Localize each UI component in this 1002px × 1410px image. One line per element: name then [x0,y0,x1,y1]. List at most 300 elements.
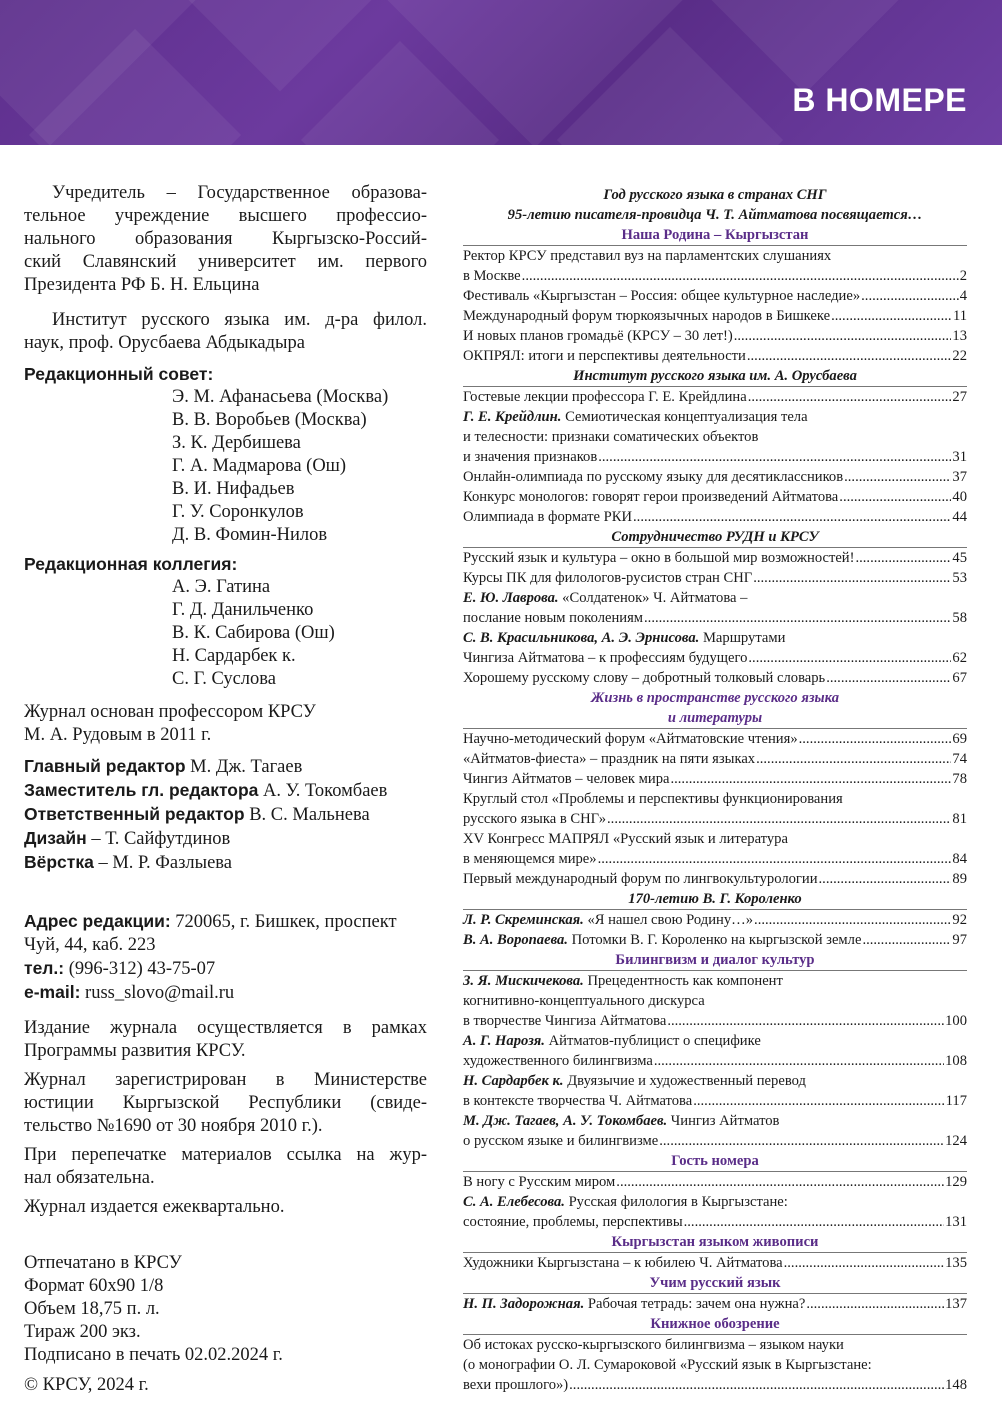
toc-entry-text: Русский язык и культура – окно в большой мир возможностей! [463,550,855,566]
toc-entry-line [463,910,967,930]
toc-page-number: 74 [952,751,967,767]
founded-note [24,701,427,747]
toc-entry[interactable] [463,1111,967,1151]
council-list [24,386,427,547]
toc-entry-title: «Солдатенок» Ч. Айтматова – [558,590,748,606]
toc-entry[interactable] [463,668,967,688]
toc-section [463,1273,967,1314]
council-member: В. В. Воробьев (Москва) [172,410,367,430]
dot-leader [862,930,951,950]
toc-entry[interactable] [463,487,967,507]
institute-line: Институт русского языка им. д-ра филол. [52,310,427,330]
toc-entry-text [463,630,785,646]
toc-section-title: Жизнь в пространстве русского языка [590,690,839,706]
toc-entry[interactable] [463,286,967,306]
dot-leader [844,467,951,487]
toc-page-number: 84 [952,851,967,867]
toc-entry-line [463,930,967,950]
toc-page-number: 45 [952,550,967,566]
toc-entry-text [463,930,861,950]
board-member: Н. Сардарбек к. [172,646,296,666]
toc-page-number: 124 [945,1133,967,1149]
toc-entry-title: Айтматов-публицист о специфике [544,1033,761,1049]
staff-name: М. Р. Фазлыева [112,853,232,873]
dot-leader [616,1172,944,1192]
copyright: © КРСУ, 2024 г. [24,1375,149,1395]
reprint-line: нал обязательна. [24,1168,155,1188]
toc-entry-title: Потомки В. Г. Короленко на кыргызской земле [567,932,862,948]
toc-section-title: Наша Родина – Кыргызстан [621,227,809,243]
toc-section [463,1151,967,1232]
council-member: В. И. Нифадьев [172,479,295,499]
toc-entry-line [463,628,967,648]
toc-entry-line [463,387,967,407]
toc-entry[interactable] [463,1253,967,1273]
toc-entry-line [463,809,967,829]
toc-entry-text: Международный форум тюркоязычных народов в Бишкеке [463,308,831,324]
toc-entry-text: Об истоках русско-кыргызского билингвизма – языком науки [463,1337,844,1353]
toc-section [463,1314,967,1395]
institute-block [24,309,427,355]
registration-line: Журнал зарегистрирован в Министерстве [24,1070,427,1090]
toc-entry-title: Рабочая тетрадь: зачем она нужна? [584,1296,806,1312]
toc-entry-text: в контексте творчества Ч. Айтматова [463,1093,693,1109]
address-label: Адрес редакции: [24,911,171,931]
toc-entry-author: Л. Р. Скреминская. [463,912,584,928]
founder-line: тельное учреждение высшего профессио- [24,206,427,226]
toc-entry-title: Двуязычие и художественный перевод [563,1073,806,1089]
toc-sections [463,225,967,1395]
staff-name: Т. Сайфутдинов [105,829,231,849]
toc-entry[interactable] [463,729,967,749]
toc-entry[interactable] [463,346,967,366]
toc-entry-line [463,286,967,306]
print-info-line: Тираж 200 экз. [24,1322,141,1342]
toc-entry-author: С. А. Елебесова. [463,1194,565,1210]
toc-entry-line [463,991,967,1011]
toc-topline: 95-летию писателя-провидца Ч. Т. Айтматова посвящается… [507,207,923,223]
toc-entry-text: Круглый стол «Проблемы и перспективы функционирования [463,791,843,807]
toc-entry-line [463,246,967,266]
toc-page-number: 148 [945,1377,967,1393]
phone-value: (996-312) 43-75-07 [64,959,216,979]
toc-entry-title: Маршрутами [699,630,786,646]
page-title: В НОМЕРЕ [792,82,967,118]
toc-page-number: 129 [945,1174,967,1190]
toc-entry-line [463,668,967,688]
dot-leader [861,286,959,306]
staff-name: В. С. Мальнева [249,805,370,825]
toc-page-number: 40 [952,489,967,505]
toc-page-number: 44 [952,509,967,525]
reprint-line: При перепечатке материалов ссылка на жур- [24,1145,427,1165]
board-member: С. Г. Суслова [172,669,276,689]
toc-entry-text: Хорошему русскому слову – добротный толковый словарь [463,670,826,686]
toc-entry-text: в Москве [463,268,521,284]
toc-entry-line [463,1212,967,1232]
toc-entry-text: Ректор КРСУ представил вуз на парламентских слушаниях [463,248,832,264]
toc-entry-line [463,1131,967,1151]
dot-leader [684,1212,944,1232]
toc-entry[interactable] [463,829,967,869]
toc-entry-title: Чингиз Айтматов [667,1113,780,1129]
toc-entry-text: Онлайн-олимпиада по русскому языку для десятиклассников [463,469,844,485]
toc-entry-text [463,590,747,606]
toc-entry[interactable] [463,1031,967,1071]
toc-section [463,366,967,527]
registration-note [24,1069,427,1138]
toc-entry-line [463,306,967,326]
toc-entry[interactable] [463,548,967,568]
toc-entry-line [463,266,967,286]
toc-entry[interactable] [463,588,967,628]
toc-page-number: 92 [952,912,967,928]
toc-entry-line [463,749,967,769]
print-info-line: Объем 18,75 п. л. [24,1299,160,1319]
staff-role: Дизайн [24,828,87,848]
toc-page-number: 100 [945,1013,967,1029]
toc-entry-text: в творчестве Чингиза Айтматова [463,1013,667,1029]
toc-page-number: 2 [959,268,967,284]
toc-section-title: Сотрудничество РУДН и КРСУ [611,529,819,545]
toc-entry-line [463,1091,967,1111]
toc-entry[interactable] [463,1192,967,1232]
toc-entry-text: русского языка в СНГ» [463,811,607,827]
toc-page-number: 37 [952,469,967,485]
board-list [24,576,427,691]
toc-entry-title: «Я нашел свою Родину…» [583,912,754,928]
toc-entry-text: и телесности: признаки соматических объектов [463,429,759,445]
staff-row [24,803,427,827]
toc-entry-line [463,1011,967,1031]
toc-page-number: 78 [952,771,967,787]
toc-entry-text: состояние, проблемы, перспективы [463,1214,683,1230]
header-banner [0,0,1002,145]
toc-entry-text: (о монографии О. Л. Сумароковой «Русский язык в Кыргызстане: [463,1357,872,1373]
council-member: Г. А. Мадмарова (Ош) [172,456,347,476]
program-note [24,1017,427,1063]
founder-line: Учредитель – Государственное образова- [52,183,427,203]
toc-section-title: Гость номера [671,1153,759,1169]
toc-page-number: 108 [945,1053,967,1069]
board-member: Г. Д. Данильченко [172,600,314,620]
staff-row [24,851,427,875]
staff-separator: – [86,829,106,849]
toc-section [463,688,967,889]
toc-page-number: 22 [952,348,967,364]
toc-section-title: Учим русский язык [649,1275,781,1291]
registration-line: тельство №1690 от 30 ноября 2010 г.). [24,1116,323,1136]
dot-leader [753,568,951,588]
toc-entry-text: и значения признаков [463,449,598,465]
toc-entry[interactable] [463,1335,967,1395]
dot-leader [756,749,951,769]
toc-entry-text: Фестиваль «Кыргызстан – Россия: общее культурное наследие» [463,288,861,304]
toc-entry-text [463,409,808,425]
toc-section-title: Кыргызстан языком живописи [611,1234,819,1250]
board-member: А. Э. Гатина [172,577,271,597]
toc-section-title: Институт русского языка им. А. Орусбаева [573,368,857,384]
toc-entry-text [463,1033,761,1049]
founder-line: ский Славянский университет им. первого [24,252,427,272]
staff-row [24,755,427,779]
toc-page-number: 13 [952,328,967,344]
registration-line: юстиции Кыргызской Республики (свиде- [24,1093,427,1113]
toc-entry-line [463,548,967,568]
toc-entry[interactable] [463,326,967,346]
toc-entry-text [463,1294,805,1314]
toc-page-number: 31 [952,449,967,465]
toc-entry[interactable] [463,387,967,407]
toc-entry-author: А. Г. Нарозя. [463,1033,545,1049]
phone-line [24,957,427,981]
toc-entry[interactable] [463,749,967,769]
toc-entry-line [463,467,967,487]
staff-row [24,779,427,803]
toc-entry-line [463,869,967,889]
toc-section [463,527,967,688]
toc-entry[interactable] [463,769,967,789]
toc-page-number: 58 [952,610,967,626]
dot-leader [748,387,952,407]
table-of-contents [463,185,967,1395]
dot-leader [654,1051,944,1071]
toc-entry[interactable] [463,910,967,930]
email-line [24,981,427,1005]
phone-label: тел.: [24,958,65,978]
contacts-block [24,910,427,1005]
toc-entry[interactable] [463,1071,967,1111]
staff-separator: – [93,853,113,873]
program-line: Программы развития КРСУ. [24,1041,246,1061]
toc-entry-author: В. А. Воропаева. [463,932,568,948]
toc-entry-text: Первый международный форум по лингвокультурологии [463,871,818,887]
toc-entry-line [463,1051,967,1071]
toc-entry[interactable] [463,1172,967,1192]
toc-entry-text: В ногу с Русским миром [463,1174,616,1190]
toc-entry-text [463,973,783,989]
dot-leader [784,1253,944,1273]
toc-entry[interactable] [463,789,967,829]
staff-list [24,755,427,875]
toc-page-number: 67 [952,670,967,686]
print-info-line: Подписано в печать 02.02.2024 г. [24,1345,283,1365]
toc-entry-text [463,910,753,930]
toc-entry[interactable] [463,628,967,668]
founded-line: М. А. Рудовым в 2011 г. [24,725,212,745]
dot-leader [569,1375,944,1395]
toc-entry-text: XV Конгресс МАПРЯЛ «Русский язык и литература [463,831,788,847]
toc-section [463,950,967,1151]
toc-page-number: 135 [945,1255,967,1271]
dot-leader [633,507,951,527]
toc-entry-line [463,1111,967,1131]
staff-role: Главный редактор [24,756,186,776]
toc-page-number: 27 [952,389,967,405]
address-line-2: Чуй, 44, каб. 223 [24,935,156,955]
dot-leader [819,869,952,889]
dot-leader [831,306,952,326]
reprint-note [24,1144,427,1190]
dot-leader [522,266,959,286]
toc-entry-text: И новых планов громадьё (КРСУ – 30 лет!) [463,328,733,344]
board-heading: Редакционная коллегия: [24,554,238,574]
staff-name: А. У. Токомбаев [263,781,388,801]
dot-leader [799,729,952,749]
toc-entry-text: о русском языке и билингвизме [463,1133,659,1149]
toc-entry-author: З. Я. Мискичекова. [463,973,584,989]
toc-entry-text: Научно-методический форум «Айтматовские чтения» [463,731,798,747]
toc-page-number: 11 [952,308,967,324]
toc-entry-line [463,346,967,366]
toc-entry-text: художественного билингвизма [463,1053,653,1069]
toc-entry-author: С. В. Красильникова, А. Э. Эрнисова. [463,630,700,646]
council-member: Г. У. Соронкулов [172,502,304,522]
staff-role: Ответственный редактор [24,804,245,824]
toc-entry-line [463,729,967,749]
toc-page-number: 81 [952,811,967,827]
toc-entry-line [463,1375,967,1395]
toc-section [463,1232,967,1273]
toc-entry[interactable] [463,971,967,1031]
toc-page-number: 117 [945,1093,967,1109]
print-info-line: Отпечатано в КРСУ [24,1253,182,1273]
toc-entry[interactable] [463,306,967,326]
toc-entry-author: Г. Е. Крейдлин. [463,409,562,425]
toc-entry-text: в меняющемся мире» [463,851,597,867]
toc-entry-text: Олимпиада в формате РКИ [463,509,633,525]
toc-entry-text: Художники Кыргызстана – к юбилею Ч. Айтматова [463,1255,783,1271]
toc-entry-line [463,1294,967,1314]
founded-line: Журнал основан профессором КРСУ [24,702,316,722]
toc-section-title: Билингвизм и диалог культур [615,952,815,968]
council-member: Д. В. Фомин-Нилов [172,525,328,545]
email-label: e-mail: [24,982,81,1002]
toc-entry[interactable] [463,407,967,467]
toc-entry[interactable] [463,507,967,527]
print-info-line: Формат 60х90 1/8 [24,1276,164,1296]
toc-entry-text [463,1113,779,1129]
toc-entry[interactable] [463,467,967,487]
quarterly-note: Журнал издается ежеквартально. [24,1197,285,1217]
imprint-column [24,182,427,1397]
toc-section-title: 170-летию В. Г. Короленко [628,891,802,907]
staff-row [24,827,427,851]
toc-entry[interactable] [463,246,967,286]
toc-entry[interactable] [463,869,967,889]
staff-role: Заместитель гл. редактора [24,780,259,800]
toc-entry-line [463,447,967,467]
toc-entry-text: Чингиз Айтматов – человек мира [463,771,670,787]
toc-entry-line [463,407,967,427]
toc-entry-author: Н. Сардарбек к. [463,1073,564,1089]
toc-entry-text: Курсы ПК для филологов-русистов стран СНГ [463,570,753,586]
toc-page-number: 69 [952,731,967,747]
toc-entry-text: послание новым поколениям [463,610,644,626]
toc-entry-line [463,849,967,869]
toc-section-title: и литературы [667,710,763,726]
board-member: В. К. Сабирова (Ош) [172,623,335,643]
dot-leader [855,548,951,568]
dot-leader [839,487,951,507]
toc-section [463,889,967,950]
toc-entry-line [463,1192,967,1212]
dot-leader [659,1131,944,1151]
email-value: russ_slovo@mail.ru [80,983,235,1003]
toc-entry-line [463,1253,967,1273]
dot-leader [693,1091,944,1111]
toc-section-title: Книжное обозрение [650,1316,780,1332]
dot-leader [598,849,952,869]
council-member: З. К. Дербишева [172,433,301,453]
dot-leader [734,326,952,346]
toc-entry[interactable] [463,930,967,950]
toc-entry-line [463,789,967,809]
council-member: Э. М. Афанасьева (Москва) [172,387,389,407]
dot-leader [670,769,951,789]
toc-section [463,225,967,366]
toc-page-number: 97 [952,932,967,948]
toc-page-number: 89 [952,871,967,887]
address-value: 720065, г. Бишкек, проспект [170,912,397,932]
institute-line: наук, проф. Орусбаева Абдыкадыра [24,333,305,353]
toc-entry-author: М. Дж. Тагаев, А. У. Токомбаев. [463,1113,668,1129]
council-heading: Редакционный совет: [24,364,214,384]
address-line [24,910,427,934]
toc-entry[interactable] [463,568,967,588]
toc-entry-line [463,1355,967,1375]
program-line: Издание журнала осуществляется в рамках [24,1018,427,1038]
dot-leader [644,608,951,628]
toc-entry-line [463,1172,967,1192]
dot-leader [826,668,951,688]
dot-leader [754,910,951,930]
toc-entry-text: Конкурс монологов: говорят герои произведений Айтматова [463,489,839,505]
founder-block [24,182,427,297]
dot-leader [747,346,952,366]
toc-page-number: 4 [959,288,967,304]
toc-entry-line [463,971,967,991]
toc-entry-text [463,1194,788,1210]
toc-page-number: 131 [945,1214,967,1230]
toc-entry-line [463,507,967,527]
toc-topline: Год русского языка в странах СНГ [603,187,827,203]
toc-entry-text: Гостевые лекции профессора Г. Е. Крейдлина [463,389,747,405]
toc-entry-line [463,568,967,588]
toc-entry-title: Семиотическая концептуализация тела [561,409,808,425]
toc-entry-line [463,1031,967,1051]
toc-entry-line [463,1071,967,1091]
toc-page-number: 53 [952,570,967,586]
toc-entry-author: Н. П. Задорожная. [463,1296,585,1312]
dot-leader [598,447,951,467]
dot-leader [748,648,951,668]
toc-entry-text: когнитивно-концептуального дискурса [463,993,705,1009]
toc-entry-text: Чингиза Айтматова – к профессиям будущего [463,650,748,666]
toc-entry-line [463,326,967,346]
dot-leader [607,809,951,829]
print-info [24,1252,427,1367]
toc-entry-line [463,769,967,789]
toc-entry[interactable] [463,1294,967,1314]
toc-page-number: 137 [945,1296,967,1312]
staff-role: Вёрстка [24,852,94,872]
toc-entry-text: вехи прошлого») [463,1377,569,1393]
staff-name: М. Дж. Тагаев [190,757,303,777]
founder-line: Президента РФ Б. Н. Ельцина [24,275,260,295]
dot-leader [806,1294,944,1314]
toc-entry-line [463,487,967,507]
